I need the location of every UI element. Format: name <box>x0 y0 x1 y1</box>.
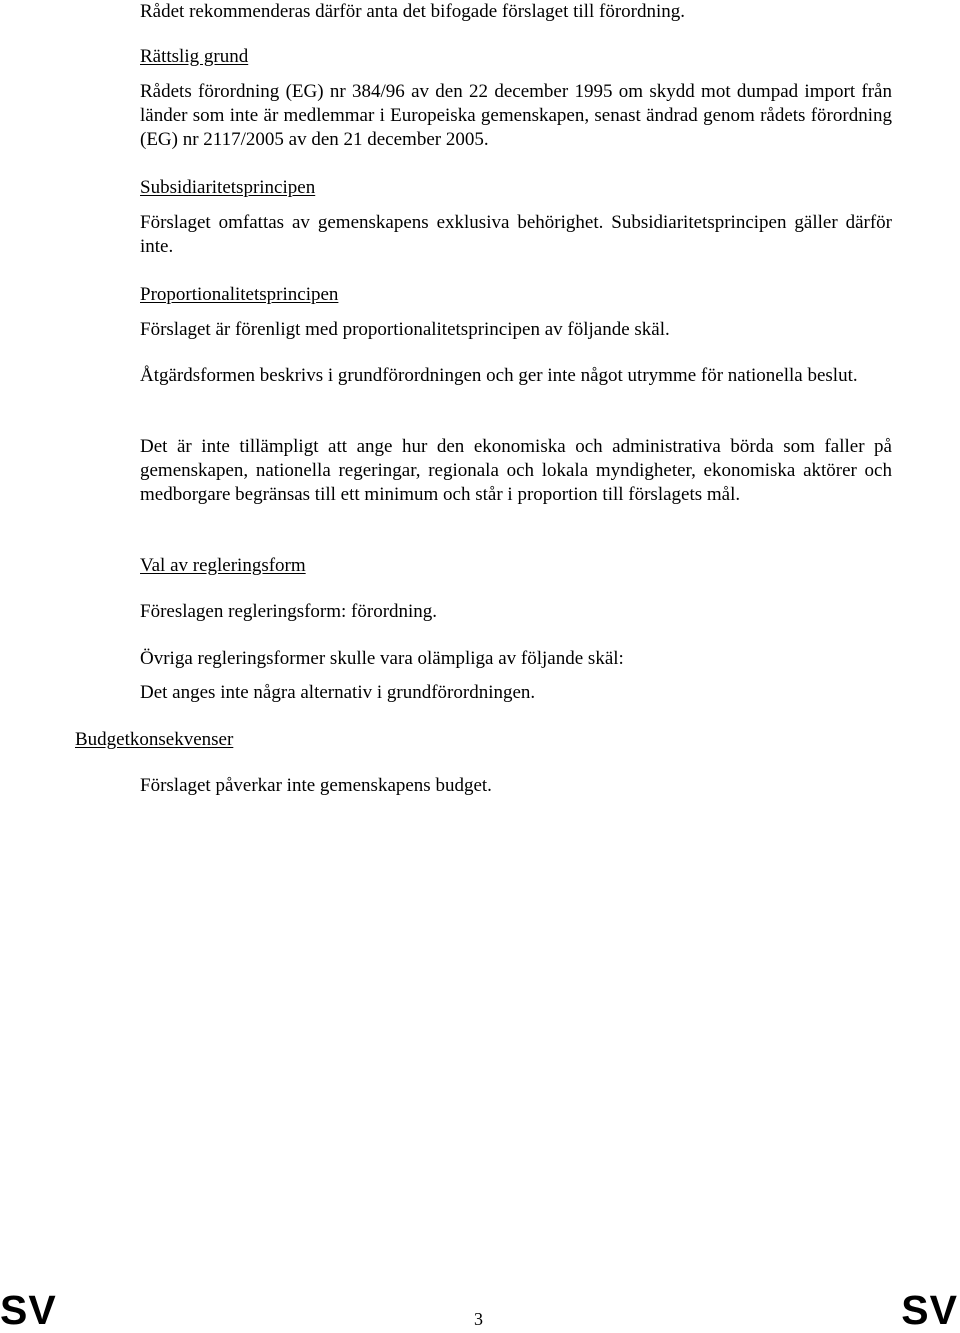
proportionality-paragraph-2: Åtgärdsformen beskrivs i grundförordningen och ger inte något utrymme för nationella beslut. <box>140 365 858 386</box>
intro-paragraph: Rådet rekommenderas därför anta det bifogade förslaget till förordning. <box>140 1 685 22</box>
budget-paragraph: Förslaget påverkar inte gemenskapens budget. <box>140 775 492 796</box>
page-number: 3 <box>474 1309 483 1329</box>
instrument-paragraph-1: Föreslagen regleringsform: förordning. <box>140 601 438 622</box>
legal-basis-heading: Rättslig grund <box>140 46 249 67</box>
legal-basis-paragraph: Rådets förordning (EG) nr 384/96 av den 22 december 1995 om skydd mot dumpad import från länder som inte är medlemmar i Europeiska gemenskapen, senast ändrad genom rådets förordning (EG) nr 2117/2005 av den 21 december 2005. <box>140 81 892 150</box>
instrument-paragraph-3: Det anges inte några alternativ i grundförordningen. <box>140 682 536 703</box>
proportionality-paragraph-3: Det är inte tillämpligt att ange hur den ekonomiska och administrativa börda som faller på gemenskapen, nationella regeringar, regionala och lokala myndigheter, ekonomiska aktörer och medborgare begränsas till ett minimum och står i proportion till förslagets mål. <box>140 436 892 505</box>
proportionality-paragraph-1: Förslaget är förenligt med proportionalitetsprincipen av följande skäl. <box>140 319 670 340</box>
instrument-paragraph-2: Övriga regleringsformer skulle vara olämpliga av följande skäl: <box>140 648 624 669</box>
footer-language-right: SV <box>901 1287 958 1333</box>
proportionality-heading: Proportionalitetsprincipen <box>140 284 339 305</box>
instrument-heading: Val av regleringsform <box>140 555 306 576</box>
subsidiarity-paragraph: Förslaget omfattas av gemenskapens exklusiva behörighet. Subsidiaritetsprincipen gäller därför inte. <box>140 212 892 257</box>
subsidiarity-heading: Subsidiaritetsprincipen <box>140 177 316 198</box>
budget-heading: Budgetkonsekvenser <box>75 729 234 750</box>
footer-language-left: SV <box>0 1287 57 1333</box>
